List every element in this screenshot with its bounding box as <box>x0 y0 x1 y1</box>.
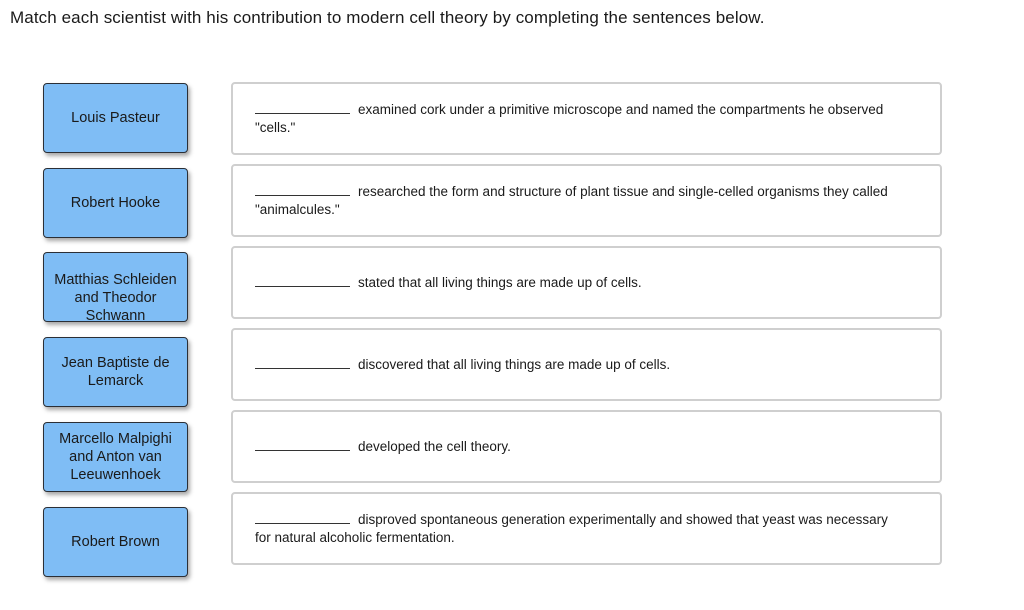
answer-tile-label: Matthias Schleiden and Theodor Schwann <box>54 272 177 322</box>
sentence-body: stated that all living things are made up of cells. <box>358 275 642 290</box>
answer-tile-label: Robert Brown <box>71 534 160 550</box>
sentence-box <box>231 82 942 155</box>
sentence-body: disproved spontaneous generation experimentally and showed that yeast was necessary for natural alcoholic fermentation. <box>255 512 888 545</box>
sentence-box <box>231 410 942 483</box>
answer-tile-robert-hooke[interactable] <box>43 168 188 238</box>
answer-tile-label: Louis Pasteur <box>71 110 160 126</box>
sentence-box <box>231 164 942 237</box>
answer-tile-malpighi-leeuwenhoek[interactable] <box>43 422 188 492</box>
sentence-body: discovered that all living things are made up of cells. <box>358 357 671 372</box>
drop-blank[interactable] <box>255 514 350 524</box>
sentence-box <box>231 328 942 401</box>
sentence-body: developed the cell theory. <box>358 439 511 454</box>
answer-tile-lemarck[interactable] <box>43 337 188 407</box>
sentence-box <box>231 492 942 565</box>
answer-tile-label: Marcello Malpighi and Anton van Leeuwenhoek <box>59 431 172 483</box>
sentence-box <box>231 246 942 319</box>
sentence-text <box>255 183 900 219</box>
instructions-text: Match each scientist with his contribution to modern cell theory by completing the sentences below. <box>10 8 765 27</box>
sentence-text <box>255 511 900 547</box>
answer-tile-label: Robert Hooke <box>70 195 161 211</box>
answer-tile-schleiden-schwann[interactable] <box>43 252 188 322</box>
sentence-body: researched the form and structure of plant tissue and single-celled organisms they called "animalcules." <box>255 184 888 217</box>
drop-blank[interactable] <box>255 104 350 114</box>
sentence-text <box>255 101 900 137</box>
sentence-text <box>255 356 900 374</box>
answer-tile-robert-brown[interactable] <box>43 507 188 577</box>
answer-tile-louis-pasteur[interactable] <box>43 83 188 153</box>
drop-blank[interactable] <box>255 186 350 196</box>
sentence-text <box>255 438 900 456</box>
answer-tile-label: Jean Baptiste de Lemarck <box>61 355 170 389</box>
sentence-text <box>255 274 900 292</box>
sentence-body: examined cork under a primitive microscope and named the compartments he observed "cells." <box>255 102 884 135</box>
drop-blank[interactable] <box>255 441 350 451</box>
drop-blank[interactable] <box>255 277 350 287</box>
drop-blank[interactable] <box>255 359 350 369</box>
